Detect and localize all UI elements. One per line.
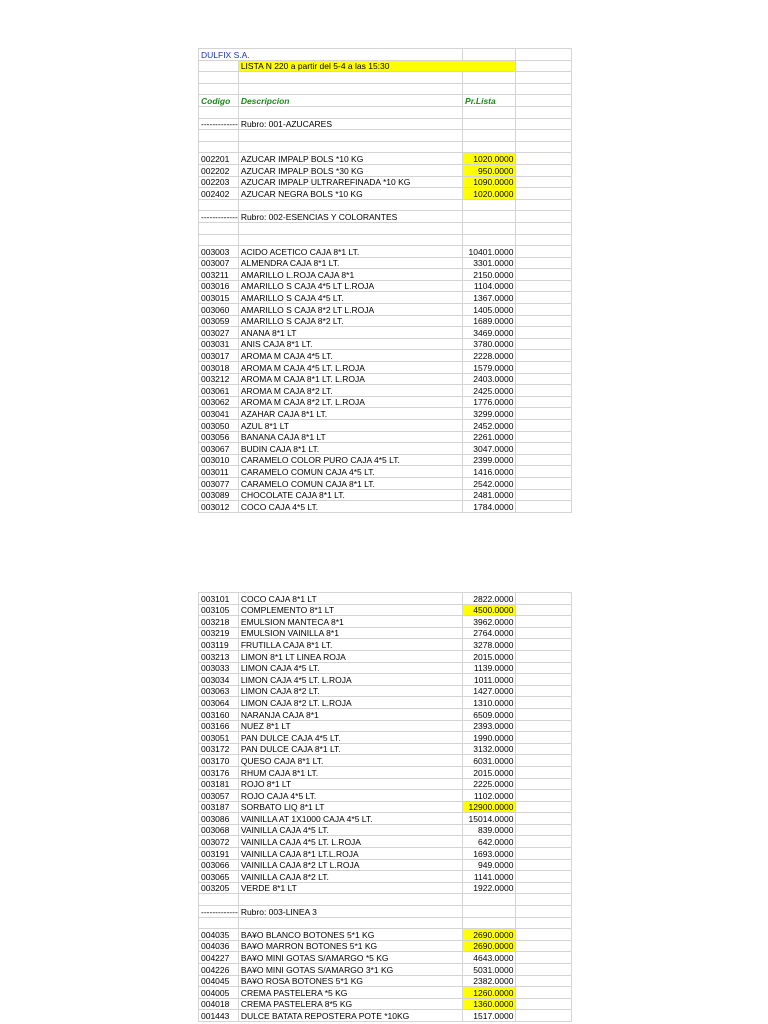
item-price[interactable]: 1990.0000 (463, 732, 516, 744)
item-description[interactable]: CREMA PASTELERA *5 KG (238, 987, 462, 999)
item-price[interactable]: 949.0000 (463, 859, 516, 871)
item-description[interactable]: LIMON CAJA 8*2 LT. (238, 685, 462, 697)
item-code[interactable]: 003160 (199, 708, 239, 720)
price-list-sheet-top (198, 48, 572, 513)
item-code[interactable]: 003056 (199, 431, 239, 443)
item-description[interactable]: AZUCAR IMPALP ULTRAREFINADA *10 KG (238, 176, 462, 188)
item-code[interactable]: 004036 (199, 940, 239, 952)
item-price[interactable]: 3132.0000 (463, 743, 516, 755)
item-price[interactable]: 2228.0000 (463, 350, 516, 362)
item-price[interactable]: 6031.0000 (463, 755, 516, 767)
item-code[interactable]: 003031 (199, 338, 239, 350)
category-dashes[interactable]: ------------- (199, 906, 239, 918)
table-row (199, 975, 572, 987)
item-description[interactable]: NARANJA CAJA 8*1 (238, 708, 462, 720)
table-row (199, 650, 572, 662)
category-row (199, 211, 572, 223)
item-code[interactable]: 003187 (199, 801, 239, 813)
item-price[interactable]: 2542.0000 (463, 477, 516, 489)
item-price[interactable]: 3278.0000 (463, 639, 516, 651)
table-row (199, 627, 572, 639)
item-price[interactable]: 2150.0000 (463, 269, 516, 281)
item-price[interactable]: 2382.0000 (463, 975, 516, 987)
table-row (199, 708, 572, 720)
table-row (199, 801, 572, 813)
table-row (199, 246, 572, 258)
item-description[interactable]: AZUL 8*1 LT (238, 420, 462, 432)
item-code[interactable]: 003016 (199, 280, 239, 292)
item-code[interactable]: 003018 (199, 362, 239, 374)
item-description[interactable]: RHUM CAJA 8*1 LT. (238, 766, 462, 778)
title-row (199, 60, 572, 72)
item-code[interactable]: 003170 (199, 755, 239, 767)
table-row (199, 998, 572, 1010)
table-row (199, 153, 572, 165)
table-row (199, 489, 572, 501)
item-price[interactable]: 1020.0000 (463, 153, 516, 165)
table-row (199, 755, 572, 767)
category-row (199, 118, 572, 130)
item-price[interactable]: 2764.0000 (463, 627, 516, 639)
item-code[interactable]: 002202 (199, 164, 239, 176)
item-description[interactable]: SORBATO LIQ 8*1 LT (238, 801, 462, 813)
table-row (199, 164, 572, 176)
item-code[interactable]: 003059 (199, 315, 239, 327)
table-row (199, 396, 572, 408)
empty-row (199, 72, 572, 84)
item-description[interactable]: CHOCOLATE CAJA 8*1 LT. (238, 489, 462, 501)
item-description[interactable]: AMARILLO S CAJA 8*2 LT. (238, 315, 462, 327)
empty-row (199, 234, 572, 246)
empty-row (199, 83, 572, 95)
table-row (199, 616, 572, 628)
item-description[interactable]: VAINILLA AT 1X1000 CAJA 4*5 LT. (238, 813, 462, 825)
item-code[interactable]: 003172 (199, 743, 239, 755)
item-description[interactable]: AZUCAR IMPALP BOLS *10 KG (238, 153, 462, 165)
item-price[interactable]: 1579.0000 (463, 362, 516, 374)
category-label[interactable]: Rubro: 002-ESENCIAS Y COLORANTES (238, 211, 462, 223)
category-label[interactable]: Rubro: 003-LINEA 3 (238, 906, 462, 918)
item-code[interactable]: 004005 (199, 987, 239, 999)
item-price[interactable]: 12900.0000 (463, 801, 516, 813)
item-code[interactable]: 003068 (199, 824, 239, 836)
item-description[interactable]: BA¥O MARRON BOTONES 5*1 KG (238, 940, 462, 952)
item-code[interactable]: 003205 (199, 882, 239, 894)
item-price[interactable]: 1102.0000 (463, 790, 516, 802)
item-price[interactable]: 5031.0000 (463, 964, 516, 976)
empty-row (199, 917, 572, 929)
item-code[interactable]: 003027 (199, 327, 239, 339)
item-price[interactable]: 1139.0000 (463, 662, 516, 674)
item-price[interactable]: 2403.0000 (463, 373, 516, 385)
table-row (199, 338, 572, 350)
item-code[interactable]: 003051 (199, 732, 239, 744)
item-code[interactable]: 003007 (199, 257, 239, 269)
item-price[interactable]: 1310.0000 (463, 697, 516, 709)
item-price[interactable]: 3780.0000 (463, 338, 516, 350)
item-code[interactable]: 002203 (199, 176, 239, 188)
table-row (199, 454, 572, 466)
item-price[interactable]: 2452.0000 (463, 420, 516, 432)
table-row (199, 766, 572, 778)
table-row (199, 964, 572, 976)
table-row (199, 697, 572, 709)
item-price[interactable]: 1367.0000 (463, 292, 516, 304)
item-price[interactable]: 3301.0000 (463, 257, 516, 269)
item-price[interactable]: 3299.0000 (463, 408, 516, 420)
table-row (199, 778, 572, 790)
table-row (199, 188, 572, 200)
item-price[interactable]: 1776.0000 (463, 396, 516, 408)
table-row (199, 385, 572, 397)
item-code[interactable]: 004045 (199, 975, 239, 987)
item-description[interactable]: ANIS CAJA 8*1 LT. (238, 338, 462, 350)
item-price[interactable]: 1260.0000 (463, 987, 516, 999)
item-price[interactable]: 1427.0000 (463, 685, 516, 697)
item-price[interactable]: 2393.0000 (463, 720, 516, 732)
item-price[interactable]: 1405.0000 (463, 304, 516, 316)
price-list-sheet-bottom (198, 592, 572, 1022)
table-row (199, 743, 572, 755)
item-code[interactable]: 003191 (199, 848, 239, 860)
table-row (199, 685, 572, 697)
item-description[interactable]: AMARILLO S CAJA 4*5 LT L.ROJA (238, 280, 462, 292)
item-description[interactable]: AMARILLO S CAJA 8*2 LT L.ROJA (238, 304, 462, 316)
item-description[interactable]: PAN DULCE CAJA 8*1 LT. (238, 743, 462, 755)
item-description[interactable]: LIMON CAJA 8*2 LT. L.ROJA (238, 697, 462, 709)
table-row (199, 408, 572, 420)
item-code[interactable]: 003105 (199, 604, 239, 616)
table-row (199, 662, 572, 674)
table-row (199, 720, 572, 732)
item-description[interactable]: BA¥O ROSA BOTONES 5*1 KG (238, 975, 462, 987)
item-price[interactable]: 1020.0000 (463, 188, 516, 200)
item-description[interactable]: CARAMELO COLOR PURO CAJA 4*5 LT. (238, 454, 462, 466)
table-row (199, 176, 572, 188)
item-description[interactable]: ROJO 8*1 LT (238, 778, 462, 790)
item-description[interactable]: EMULSION VAINILLA 8*1 (238, 627, 462, 639)
empty-row (199, 141, 572, 153)
empty-row (199, 130, 572, 142)
item-description[interactable]: VAINILLA CAJA 8*2 LT L.ROJA (238, 859, 462, 871)
item-code[interactable]: 003012 (199, 501, 239, 513)
item-code[interactable]: 002402 (199, 188, 239, 200)
table-row (199, 292, 572, 304)
table-row (199, 431, 572, 443)
empty-row (199, 199, 572, 211)
company-name[interactable]: DULFIX S.A. (199, 49, 463, 61)
item-description[interactable]: BA¥O MINI GOTAS S/AMARGO *5 KG (238, 952, 462, 964)
item-description[interactable]: VERDE 8*1 LT (238, 882, 462, 894)
item-description[interactable]: AROMA M CAJA 4*5 LT. L.ROJA (238, 362, 462, 374)
header-code[interactable]: Codigo (199, 95, 239, 107)
item-price[interactable]: 1517.0000 (463, 1010, 516, 1022)
table-row (199, 848, 572, 860)
item-code[interactable]: 003101 (199, 593, 239, 605)
item-price[interactable]: 950.0000 (463, 164, 516, 176)
item-code[interactable]: 003086 (199, 813, 239, 825)
table-row (199, 604, 572, 616)
item-code[interactable]: 003017 (199, 350, 239, 362)
item-code[interactable]: 003003 (199, 246, 239, 258)
item-code[interactable]: 003067 (199, 443, 239, 455)
table-row (199, 362, 572, 374)
item-description[interactable]: CARAMELO COMUN CAJA 4*5 LT. (238, 466, 462, 478)
item-price[interactable]: 2690.0000 (463, 929, 516, 941)
table-row (199, 280, 572, 292)
item-price[interactable]: 2690.0000 (463, 940, 516, 952)
item-code[interactable]: 003077 (199, 477, 239, 489)
empty-row (199, 106, 572, 118)
item-description[interactable]: ROJO CAJA 4*5 LT. (238, 790, 462, 802)
item-description[interactable]: AZUCAR IMPALP BOLS *30 KG (238, 164, 462, 176)
item-price[interactable]: 1360.0000 (463, 998, 516, 1010)
item-description[interactable]: AROMA M CAJA 8*2 LT. (238, 385, 462, 397)
table-row (199, 824, 572, 836)
table-row (199, 674, 572, 686)
table-row (199, 1010, 572, 1022)
item-description[interactable]: AZAHAR CAJA 8*1 LT. (238, 408, 462, 420)
table-row (199, 443, 572, 455)
item-price[interactable]: 1784.0000 (463, 501, 516, 513)
table-row (199, 501, 572, 513)
item-code[interactable]: 003061 (199, 385, 239, 397)
item-code[interactable]: 003219 (199, 627, 239, 639)
item-price[interactable]: 3469.0000 (463, 327, 516, 339)
item-description[interactable]: LIMON CAJA 4*5 LT. (238, 662, 462, 674)
category-label[interactable]: Rubro: 001-AZUCARES (238, 118, 462, 130)
item-price[interactable]: 1689.0000 (463, 315, 516, 327)
category-dashes[interactable]: ------------- (199, 118, 239, 130)
header-description[interactable]: Descripcion (238, 95, 462, 107)
item-code[interactable]: 003015 (199, 292, 239, 304)
table-row (199, 952, 572, 964)
table-row (199, 882, 572, 894)
item-code[interactable]: 003034 (199, 674, 239, 686)
table-row (199, 871, 572, 883)
item-code[interactable]: 003064 (199, 697, 239, 709)
item-price[interactable]: 1090.0000 (463, 176, 516, 188)
table-row (199, 327, 572, 339)
item-code[interactable]: 003213 (199, 650, 239, 662)
item-code[interactable]: 003033 (199, 662, 239, 674)
item-price[interactable]: 15014.0000 (463, 813, 516, 825)
item-code[interactable]: 003063 (199, 685, 239, 697)
item-code[interactable]: 003060 (199, 304, 239, 316)
item-price[interactable]: 2225.0000 (463, 778, 516, 790)
item-price[interactable]: 2399.0000 (463, 454, 516, 466)
table-row (199, 420, 572, 432)
item-code[interactable]: 003066 (199, 859, 239, 871)
item-price[interactable]: 1141.0000 (463, 871, 516, 883)
item-description[interactable]: BA¥O MINI GOTAS S/AMARGO 3*1 KG (238, 964, 462, 976)
company-row (199, 49, 572, 61)
empty-row (199, 222, 572, 234)
item-price[interactable]: 4500.0000 (463, 604, 516, 616)
item-code[interactable]: 003212 (199, 373, 239, 385)
item-price[interactable]: 2015.0000 (463, 766, 516, 778)
item-code[interactable]: 003181 (199, 778, 239, 790)
item-code[interactable]: 003211 (199, 269, 239, 281)
item-description[interactable]: EMULSION MANTECA 8*1 (238, 616, 462, 628)
item-code[interactable]: 004035 (199, 929, 239, 941)
table-row (199, 477, 572, 489)
item-code[interactable]: 001443 (199, 1010, 239, 1022)
table-row (199, 304, 572, 316)
item-description[interactable]: AMARILLO L.ROJA CAJA 8*1 (238, 269, 462, 281)
item-price[interactable]: 2261.0000 (463, 431, 516, 443)
item-description[interactable]: BA¥O BLANCO BOTONES 5*1 KG (238, 929, 462, 941)
list-title[interactable]: LISTA N 220 a partir del 5-4 a las 15:30 (238, 60, 516, 72)
item-description[interactable]: BUDIN CAJA 8*1 LT. (238, 443, 462, 455)
header-row (199, 95, 572, 107)
item-description[interactable]: ACIDO ACETICO CAJA 8*1 LT. (238, 246, 462, 258)
item-description[interactable]: CREMA PASTELERA 8*5 KG (238, 998, 462, 1010)
item-code[interactable]: 004227 (199, 952, 239, 964)
item-code[interactable]: 003011 (199, 466, 239, 478)
item-price[interactable]: 1693.0000 (463, 848, 516, 860)
item-code[interactable]: 004226 (199, 964, 239, 976)
item-price[interactable]: 1104.0000 (463, 280, 516, 292)
item-description[interactable]: VAINILLA CAJA 8*2 LT. (238, 871, 462, 883)
item-description[interactable]: VAINILLA CAJA 8*1 LT.L.ROJA (238, 848, 462, 860)
item-description[interactable]: VAINILLA CAJA 4*5 LT. L.ROJA (238, 836, 462, 848)
item-description[interactable]: AROMA M CAJA 8*2 LT. L.ROJA (238, 396, 462, 408)
item-price[interactable]: 10401.0000 (463, 246, 516, 258)
item-description[interactable]: LIMON CAJA 4*5 LT. L.ROJA (238, 674, 462, 686)
item-code[interactable]: 003062 (199, 396, 239, 408)
item-price[interactable]: 642.0000 (463, 836, 516, 848)
item-price[interactable]: 3047.0000 (463, 443, 516, 455)
item-price[interactable]: 2822.0000 (463, 593, 516, 605)
item-code[interactable]: 003065 (199, 871, 239, 883)
item-code[interactable]: 002201 (199, 153, 239, 165)
item-price[interactable]: 6509.0000 (463, 708, 516, 720)
table-row (199, 940, 572, 952)
table-row (199, 269, 572, 281)
item-code[interactable]: 003010 (199, 454, 239, 466)
item-description[interactable]: FRUTILLA CAJA 8*1 LT. (238, 639, 462, 651)
table-row (199, 859, 572, 871)
table-row (199, 315, 572, 327)
item-description[interactable]: NUEZ 8*1 LT (238, 720, 462, 732)
item-description[interactable]: ANANA 8*1 LT (238, 327, 462, 339)
item-code[interactable]: 003050 (199, 420, 239, 432)
item-price[interactable]: 2015.0000 (463, 650, 516, 662)
item-description[interactable]: AROMA M CAJA 4*5 LT. (238, 350, 462, 362)
category-dashes[interactable]: ------------- (199, 211, 239, 223)
table-row (199, 593, 572, 605)
table-row (199, 813, 572, 825)
category-row (199, 906, 572, 918)
item-description[interactable]: AROMA M CAJA 8*1 LT. L.ROJA (238, 373, 462, 385)
table-row (199, 257, 572, 269)
item-code[interactable]: 003057 (199, 790, 239, 802)
item-code[interactable]: 003218 (199, 616, 239, 628)
empty-row (199, 894, 572, 906)
item-price[interactable]: 4643.0000 (463, 952, 516, 964)
item-description[interactable]: QUESO CAJA 8*1 LT. (238, 755, 462, 767)
item-description[interactable]: AMARILLO S CAJA 4*5 LT. (238, 292, 462, 304)
item-code[interactable]: 003166 (199, 720, 239, 732)
item-description[interactable]: CARAMELO COMUN CAJA 8*1 LT. (238, 477, 462, 489)
table-row (199, 987, 572, 999)
item-description[interactable]: BANANA CAJA 8*1 LT (238, 431, 462, 443)
item-price[interactable]: 1416.0000 (463, 466, 516, 478)
header-price[interactable]: Pr.Lista (463, 95, 516, 107)
item-code[interactable]: 004018 (199, 998, 239, 1010)
item-price[interactable]: 1011.0000 (463, 674, 516, 686)
item-description[interactable]: PAN DULCE CAJA 4*5 LT. (238, 732, 462, 744)
item-code[interactable]: 003089 (199, 489, 239, 501)
item-description[interactable]: COCO CAJA 4*5 LT. (238, 501, 462, 513)
item-price[interactable]: 839.0000 (463, 824, 516, 836)
item-description[interactable]: COCO CAJA 8*1 LT (238, 593, 462, 605)
item-description[interactable]: ALMENDRA CAJA 8*1 LT. (238, 257, 462, 269)
item-code[interactable]: 003041 (199, 408, 239, 420)
table-row (199, 790, 572, 802)
table-row (199, 732, 572, 744)
table-row (199, 373, 572, 385)
item-price[interactable]: 3962.0000 (463, 616, 516, 628)
table-row (199, 350, 572, 362)
item-code[interactable]: 003119 (199, 639, 239, 651)
table-row (199, 639, 572, 651)
table-row (199, 929, 572, 941)
item-description[interactable]: DULCE BATATA REPOSTERA POTE *10KG (238, 1010, 462, 1022)
item-description[interactable]: COMPLEMENTO 8*1 LT (238, 604, 462, 616)
table-row (199, 836, 572, 848)
item-price[interactable]: 1922.0000 (463, 882, 516, 894)
item-code[interactable]: 003072 (199, 836, 239, 848)
item-description[interactable]: VAINILLA CAJA 4*5 LT. (238, 824, 462, 836)
table-row (199, 466, 572, 478)
item-price[interactable]: 2425.0000 (463, 385, 516, 397)
item-code[interactable]: 003176 (199, 766, 239, 778)
item-description[interactable]: LIMON 8*1 LT LINEA ROJA (238, 650, 462, 662)
item-price[interactable]: 2481.0000 (463, 489, 516, 501)
item-description[interactable]: AZUCAR NEGRA BOLS *10 KG (238, 188, 462, 200)
